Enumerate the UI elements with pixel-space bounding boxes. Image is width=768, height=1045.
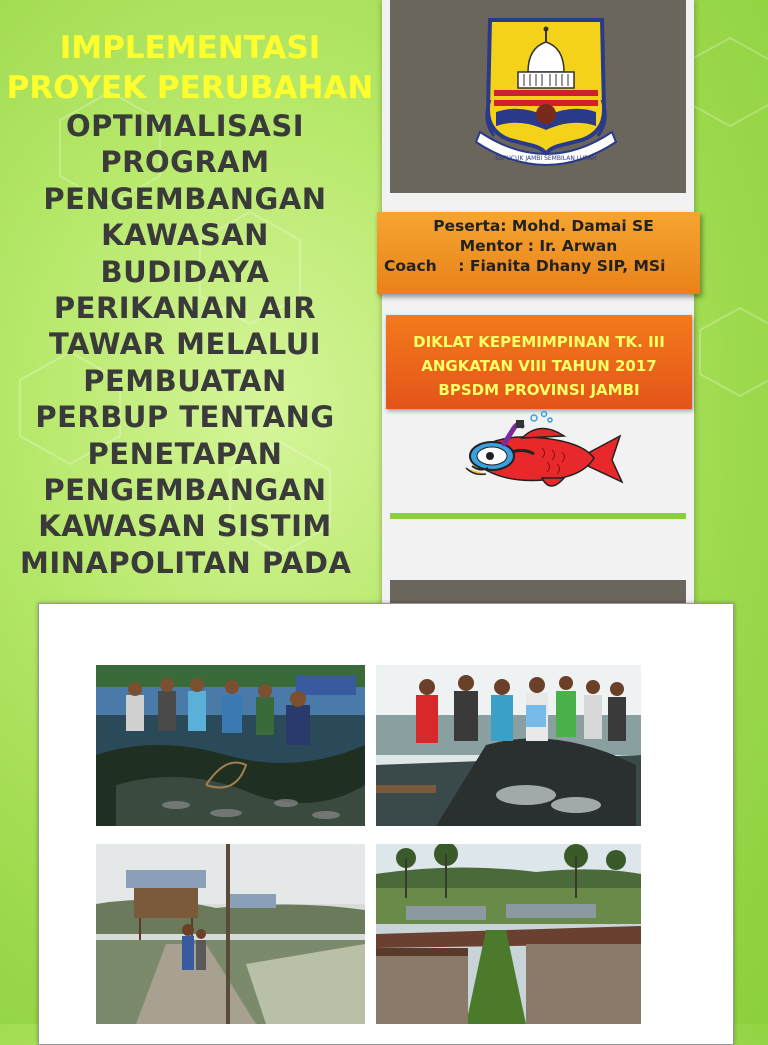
yellow-title-line1: IMPLEMENTASI — [59, 30, 321, 66]
card-divider — [390, 513, 686, 519]
photo-fishpond-hut — [96, 844, 365, 1024]
jambi-province-emblem-icon — [390, 0, 686, 193]
peserta-text: Peserta: Mohd. Damai SE — [433, 217, 654, 235]
main-title-line: TAWAR MELALUI — [48, 327, 322, 362]
svg-text:SEPUCUK JAMBI SEMBILAN LURAH: SEPUCUK JAMBI SEMBILAN LURAH — [495, 155, 597, 162]
yellow-title — [0, 28, 380, 108]
diklat-line3: BPSDM PROVINSI JAMBI — [438, 381, 640, 399]
main-title-line: BUDIDAYA — [100, 254, 270, 289]
main-title-line: PROGRAM — [100, 145, 270, 180]
main-title-line: KAWASAN SISTIM — [38, 509, 332, 544]
participants-box — [377, 212, 700, 294]
photo-fish-harvest-1 — [96, 665, 365, 826]
yellow-title-line2: PROYEK PERUBAHAN — [6, 70, 374, 106]
main-title-line: PENGEMBANGAN — [43, 473, 327, 508]
main-title-line: PERIKANAN AIR — [53, 291, 317, 326]
diklat-line2: ANGKATAN VIII TAHUN 2017 — [421, 357, 657, 375]
diklat-line1: DIKLAT KEPEMIMPINAN TK. III — [413, 333, 665, 351]
main-title — [20, 108, 350, 581]
main-title-line: OPTIMALISASI — [65, 109, 305, 143]
diklat-box — [386, 315, 692, 409]
main-title-line: PENETAPAN — [87, 436, 283, 471]
snorkel-fish-icon — [452, 408, 632, 500]
coach-text: Coach : Fianita Dhany SIP, MSi — [384, 257, 666, 275]
photo-fishponds-landscape — [376, 844, 641, 1024]
main-title-line: PERBUP TENTANG — [35, 400, 335, 435]
main-title-line: PEMBUATAN — [83, 363, 287, 398]
photo-fish-harvest-2 — [376, 665, 641, 826]
main-title-line: PENGEMBANGAN — [43, 181, 327, 216]
mentor-text: Mentor : Ir. Arwan — [459, 237, 618, 255]
main-title-line: MINAPOLITAN PADA — [20, 545, 352, 580]
main-title-line: KAWASAN — [101, 218, 269, 253]
logo-panel — [390, 0, 686, 193]
